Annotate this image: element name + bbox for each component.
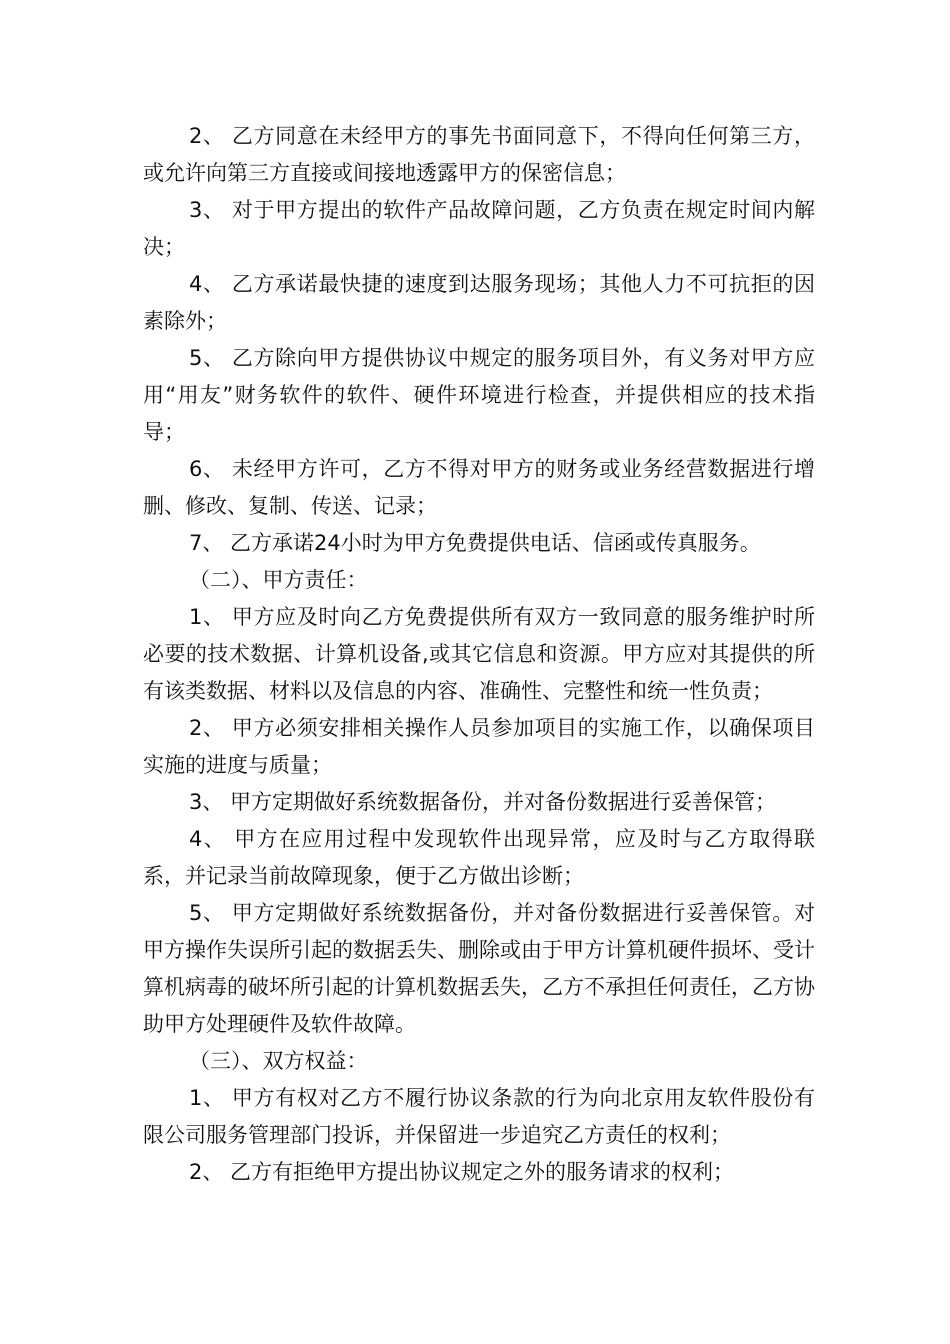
clause-paragraph: 2、 甲方必须安排相关操作人员参加项目的实施工作，以确保项目实施的进度与质量； bbox=[143, 716, 815, 777]
clause-paragraph: 7、 乙方承诺24小时为甲方免费提供电话、信函或传真服务。 bbox=[189, 531, 761, 555]
clause-paragraph: 1、 甲方应及时向乙方免费提供所有双方一致同意的服务维护时所必要的技术数据、计算机设备,或其它信息和资源。甲方应对其提供的所有该类数据、材料以及信息的内容、准确性、完整性和统一性负责； bbox=[143, 605, 815, 703]
clause-paragraph: 2、 乙方有拒绝甲方提出协议规定之外的服务请求的权利； bbox=[189, 1160, 735, 1184]
document-body bbox=[143, 118, 815, 1191]
clause-paragraph: 2、 乙方同意在未经甲方的事先书面同意下，不得向任何第三方，或允许向第三方直接或间接地透露甲方的保密信息； bbox=[143, 124, 815, 185]
clause-paragraph: 6、 未经甲方许可，乙方不得对甲方的财务或业务经营数据进行增删、修改、复制、传送、记录； bbox=[143, 457, 815, 518]
clause-paragraph: 5、 乙方除向甲方提供协议中规定的服务项目外，有义务对甲方应用“用友”财务软件的软件、硬件环境进行检查，并提供相应的技术指导； bbox=[143, 346, 815, 444]
section-heading: （二）、甲方责任： bbox=[189, 568, 368, 592]
clause-paragraph: 1、 甲方有权对乙方不履行协议条款的行为向北京用友软件股份有限公司服务管理部门投诉，并保留进一步追究乙方责任的权利； bbox=[143, 1086, 815, 1147]
clause-paragraph: 3、 对于甲方提出的软件产品故障问题，乙方负责在规定时间内解决； bbox=[143, 198, 815, 259]
clause-paragraph: 4、 甲方在应用过程中发现软件出现异常，应及时与乙方取得联系，并记录当前故障现象，便于乙方做出诊断； bbox=[143, 827, 815, 888]
clause-paragraph: 3、 甲方定期做好系统数据备份，并对备份数据进行妥善保管； bbox=[189, 790, 777, 814]
clause-paragraph: 5、 甲方定期做好系统数据备份，并对备份数据进行妥善保管。对甲方操作失误所引起的数据丢失、删除或由于甲方计算机硬件损坏、受计算机病毒的破坏所引起的计算机数据丢失，乙方不承担任何责任，乙方协助甲方处理硬件及软件故障。 bbox=[143, 901, 815, 1036]
clause-paragraph: 4、 乙方承诺最快捷的速度到达服务现场；其他人力不可抗拒的因素除外； bbox=[143, 272, 815, 333]
section-heading: （三）、双方权益： bbox=[189, 1049, 368, 1073]
